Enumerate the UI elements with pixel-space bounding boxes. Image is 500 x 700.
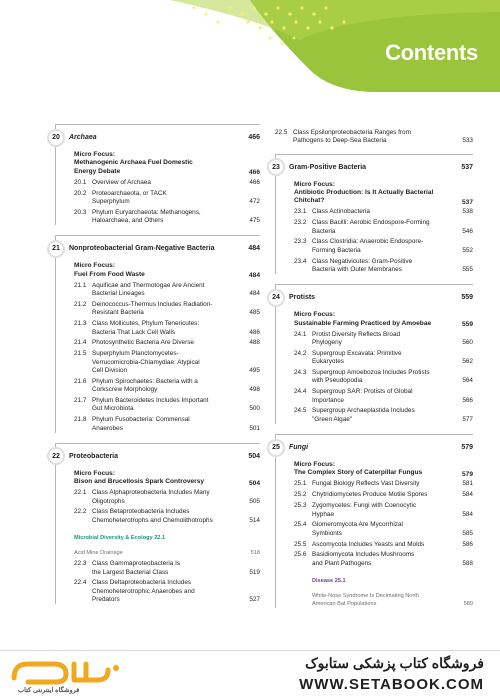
- logo-subtitle: فروشگاه اینترنتی کتاب: [18, 687, 80, 694]
- section-title: Class Alphaproteobacteria Includes Many Oligotrophs: [92, 489, 210, 505]
- store-url[interactable]: WWW.SETABOOK.COM: [299, 676, 484, 693]
- chapter-heading[interactable]: [267, 289, 473, 306]
- section-entry[interactable]: [74, 339, 260, 347]
- section-page: 577: [462, 415, 473, 423]
- section-entry[interactable]: [294, 369, 473, 386]
- section-entry[interactable]: [294, 491, 473, 499]
- chapter-page: 504: [248, 452, 260, 460]
- section-entry[interactable]: [294, 331, 473, 348]
- micro-focus-title: Micro Focus: Fuel From Food Waste: [74, 262, 145, 278]
- section-page: 564: [462, 377, 473, 385]
- section-page: 519: [249, 568, 260, 576]
- section-title: Class Betaproteobacteria Includes Chemoheterotrophs and Chemolithotrophs: [92, 508, 213, 524]
- section-title: Photosynthetic Bacteria Are Diverse: [92, 339, 194, 347]
- section-number: 22.3: [74, 560, 87, 568]
- section-entry[interactable]: [294, 238, 473, 255]
- section-title: Fungal Biology Reflects Vast Diversity: [312, 480, 420, 488]
- section-number: 21.7: [74, 397, 87, 405]
- chapter-heading[interactable]: [47, 448, 260, 465]
- section-number: 23.1: [294, 208, 307, 216]
- toc-left-column: [52, 124, 260, 614]
- section-number: 25.2: [294, 491, 307, 499]
- section-entry[interactable]: [294, 208, 473, 216]
- section-title: Zygomycetes: Fungi with Coenocytic Hyphae: [312, 502, 417, 518]
- chapter-title: Gram-Positive Bacteria: [289, 163, 367, 171]
- feature-box-page: 589: [463, 600, 473, 607]
- chapter-20: [52, 124, 260, 225]
- section-title: Class Bacilli: Aerobic Endospore-Forming Bacteria: [312, 219, 430, 235]
- chapter-number-badge: 25: [267, 439, 285, 457]
- section-page: 527: [249, 595, 260, 603]
- chapter-22: [52, 443, 260, 604]
- micro-focus-entry[interactable]: [294, 311, 473, 328]
- section-entry[interactable]: [294, 502, 473, 519]
- chapter-number-badge: 21: [47, 240, 65, 258]
- micro-focus-entry[interactable]: [294, 181, 473, 206]
- section-page: 546: [462, 227, 473, 235]
- section-number: 23.2: [294, 219, 307, 227]
- section-page: 562: [462, 358, 473, 366]
- section-number: 21.8: [74, 416, 87, 424]
- chapter-title: Proteobacteria: [69, 452, 119, 460]
- section-page: 552: [462, 246, 473, 254]
- section-page: 560: [462, 338, 473, 346]
- micro-focus-page: 504: [248, 479, 260, 487]
- section-page: 533: [462, 137, 473, 145]
- section-page: 586: [462, 540, 473, 548]
- chapter-number-badge: 24: [267, 289, 285, 307]
- section-title: Class Clostridia: Anaerobic Endospore- Forming Bacteria: [312, 238, 424, 254]
- section-number: 25.3: [294, 502, 307, 510]
- section-number: 25.6: [294, 551, 307, 559]
- section-title: Class Negativicutes: Gram-Positive Bacteria with Outer Membranes: [312, 257, 413, 273]
- footer-divider: [0, 650, 500, 651]
- section-number: 24.5: [294, 407, 307, 415]
- toc-right-column: [272, 124, 473, 618]
- micro-focus-title: Micro Focus: Antibiotic Production: Is It Actually Bacterial Chitchat?: [294, 180, 434, 205]
- section-number: 22.4: [74, 579, 87, 587]
- section-title: Supergroup SAR: Protists of Global Importance: [312, 388, 413, 404]
- chapter-title: Archaea: [69, 134, 97, 141]
- section-title: Phylum Euryarchaeota: Methanogens, Haloarchaea, and Others: [92, 208, 201, 225]
- section-page: 495: [249, 366, 260, 374]
- section-entry[interactable]: [294, 521, 473, 538]
- section-entry[interactable]: [294, 258, 473, 275]
- section-page: 475: [249, 217, 260, 225]
- section-entry[interactable]: [74, 282, 260, 299]
- feature-box-text: [74, 528, 236, 558]
- section-number: 20.3: [74, 208, 87, 216]
- section-number: 21.6: [74, 377, 87, 385]
- chapter-title: Protists: [289, 294, 316, 302]
- section-entry[interactable]: [74, 416, 260, 433]
- store-name: فروشگاه کتاب پزشکی ستابوک: [305, 655, 484, 671]
- chapter-25: [272, 434, 473, 608]
- chapter-24: [272, 284, 473, 424]
- section-page: 466: [249, 178, 260, 186]
- section-title: Class Mollicutes, Phylum Tenericutes: Bacteria That Lack Cell Walls: [92, 320, 200, 336]
- micro-focus-entry[interactable]: [74, 151, 260, 176]
- section-number: 22.5: [275, 129, 288, 136]
- section-title: Class Epsilonproteobacteria Ranges from Pathogens to Deep-Sea Bacteria: [293, 129, 411, 145]
- section-entry[interactable]: [294, 388, 473, 405]
- section-number: 20.1: [74, 178, 87, 186]
- micro-focus-page: 537: [461, 198, 473, 206]
- section-title: Supergroup Archaeplastida Includes "Green Algae": [312, 407, 415, 423]
- chapter-page: 466: [248, 134, 260, 141]
- micro-focus-page: 484: [248, 272, 260, 280]
- section-entry[interactable]: [74, 209, 260, 226]
- section-page: 472: [249, 198, 260, 205]
- section-entry[interactable]: [294, 407, 473, 424]
- section-page: 584: [462, 510, 473, 518]
- feature-box-text: [312, 571, 449, 608]
- section-title: Protist Diversity Reflects Broad Phylogeny: [312, 330, 401, 346]
- feature-box-title: White-Nose Syndrome Is Decimating North American Bat Populations: [312, 593, 419, 607]
- section-title: Superphylum Planctomycetes- Verrucomicrobia-Chlamydiae: Atypical Cell Division: [92, 350, 200, 374]
- section-number: 22.1: [74, 489, 87, 497]
- section-number: 20.2: [74, 189, 87, 197]
- section-page: 566: [462, 396, 473, 404]
- section-number: 25.4: [294, 521, 307, 529]
- section-title: Ascomycota Includes Yeasts and Molds: [312, 540, 425, 548]
- section-page: 585: [462, 529, 473, 537]
- section-number: 21.4: [74, 339, 87, 347]
- section-entry[interactable]: [74, 397, 260, 414]
- micro-focus-entry[interactable]: [74, 470, 260, 487]
- section-title: Aquificae and Thermotogae Are Ancient Bacterial Lineages: [92, 281, 205, 298]
- micro-focus-entry[interactable]: [294, 461, 473, 478]
- section-title: Phylum Bacteroidetes Includes Important Gut Microbiota: [92, 397, 209, 413]
- micro-focus-page: 466: [248, 169, 260, 177]
- section-entry[interactable]: [294, 551, 473, 568]
- micro-focus-title: Micro Focus: Bison and Brucellosis Spark Controversy: [74, 469, 205, 486]
- section-number: 24.4: [294, 388, 307, 396]
- section-entry[interactable]: [74, 350, 260, 375]
- section-entry[interactable]: [275, 129, 473, 146]
- section-title: Proteoarchaeota, or TACK Superphylum: [92, 189, 167, 205]
- header-band: [0, 0, 500, 100]
- section-number: 24.3: [294, 369, 307, 377]
- section-page: 488: [249, 339, 260, 347]
- feature-box-title: Acid Mine Drainage: [74, 550, 123, 557]
- section-entry[interactable]: [74, 489, 260, 506]
- section-page: 584: [462, 491, 473, 499]
- section-number: 21.5: [74, 350, 87, 358]
- chapter-page: 579: [461, 444, 473, 452]
- section-page: 500: [249, 405, 260, 413]
- page-title: Contents: [385, 40, 478, 65]
- section-number: 25.5: [294, 540, 307, 548]
- section-page: 485: [249, 309, 260, 317]
- chapter-23: [272, 154, 473, 275]
- chapter-page: 537: [461, 163, 473, 171]
- section-entry[interactable]: [74, 378, 260, 395]
- chapter-title: Nonproteobacterial Gram-Negative Bacteria: [69, 245, 215, 253]
- section-title: Chytridiomycetes Produce Motile Spores: [312, 491, 428, 499]
- section-title: Supergroup Excavata: Primitive Eukaryotes: [312, 349, 402, 366]
- chapter-heading[interactable]: [47, 129, 260, 146]
- section-entry[interactable]: [74, 301, 260, 318]
- section-page: 484: [249, 290, 260, 298]
- setabook-logo-icon: [8, 656, 128, 686]
- chapter-21: [52, 235, 260, 432]
- chapter-heading[interactable]: [267, 439, 473, 456]
- section-number: 23.4: [294, 257, 307, 265]
- section-number: 24.2: [294, 349, 307, 357]
- section-page: 538: [462, 208, 473, 216]
- micro-focus-entry[interactable]: [74, 262, 260, 279]
- chapter-number-badge: 23: [267, 158, 285, 176]
- section-number: 25.1: [294, 480, 307, 488]
- section-title: Glomeromycota Are Mycorrhizal Symbionts: [312, 521, 403, 537]
- micro-focus-title: Micro Focus: Sustainable Farming Practiced by Amoebae: [294, 311, 432, 327]
- section-title: Deinococcus-Thermus Includes Radiation- Resistant Bacteria: [92, 301, 213, 317]
- section-title: Overview of Archaea: [92, 178, 151, 186]
- feature-box-page: 518: [250, 550, 260, 557]
- chapter-number-badge: 20: [47, 129, 65, 147]
- section-entry[interactable]: [74, 560, 260, 577]
- section-number: 23.3: [294, 238, 307, 246]
- section-page: 588: [462, 559, 473, 567]
- chapter-heading[interactable]: [47, 240, 260, 257]
- section-entry[interactable]: [294, 541, 473, 549]
- section-page: 486: [249, 328, 260, 336]
- section-title: Class Deltaproteobacteria Includes Chemoheterotrophic Anaerobes and Predators: [92, 579, 195, 603]
- section-title: Basidiomycota Includes Mushrooms and Plant Pathogens: [312, 551, 415, 567]
- chapter-page: 559: [461, 294, 473, 302]
- section-title: Phylum Spirochaetes: Bacteria with a Corkscrew Morphology: [92, 377, 198, 394]
- section-title: Class Actinobacteria: [312, 208, 370, 216]
- section-entry[interactable]: [74, 579, 260, 604]
- chapter-title: Fungi: [289, 444, 309, 452]
- section-page: 581: [462, 480, 473, 488]
- section-number: 21.1: [74, 281, 87, 289]
- micro-focus-title: Micro Focus: Methanogenic Archaea Fuel Domestic Energy Debate: [74, 151, 193, 175]
- section-entry[interactable]: [294, 480, 473, 488]
- section-number: 22.2: [74, 508, 87, 516]
- section-number: 21.2: [74, 301, 87, 309]
- section-entry[interactable]: [74, 179, 260, 187]
- section-entry[interactable]: [294, 350, 473, 367]
- section-title: Class Gammaproteobacteria Is the Largest Bacterial Class: [92, 560, 181, 576]
- section-title: Phylum Fusobacteria: Commensal Anaerobes: [92, 416, 190, 432]
- section-page: 505: [249, 497, 260, 505]
- section-number: 21.3: [74, 320, 87, 328]
- feature-box-entry[interactable]: [74, 528, 260, 558]
- section-page: 514: [249, 516, 260, 524]
- chapter-number-badge: 22: [47, 447, 65, 465]
- micro-focus-page: 559: [461, 321, 473, 329]
- chapter-heading[interactable]: [267, 159, 473, 176]
- feature-box-label: Microbial Diversity & Ecology 22.1: [74, 535, 166, 542]
- section-entry[interactable]: [74, 508, 260, 525]
- section-page: 501: [249, 424, 260, 432]
- micro-focus-page: 579: [461, 470, 473, 478]
- section-entry[interactable]: [74, 320, 260, 337]
- section-number: 24.1: [294, 330, 307, 338]
- section-page: 498: [249, 386, 260, 394]
- section-entry[interactable]: [294, 219, 473, 236]
- section-entry[interactable]: [74, 190, 260, 207]
- feature-box-entry[interactable]: [312, 571, 473, 608]
- chapter-page: 484: [248, 245, 260, 253]
- section-title: Supergroup Amoebozoa Includes Protists with Pseudopodia: [312, 369, 430, 385]
- section-page: 555: [462, 265, 473, 273]
- feature-box-label: Disease 25.1: [312, 578, 346, 585]
- micro-focus-title: Micro Focus: The Complex Story of Caterpillar Fungus: [294, 461, 423, 477]
